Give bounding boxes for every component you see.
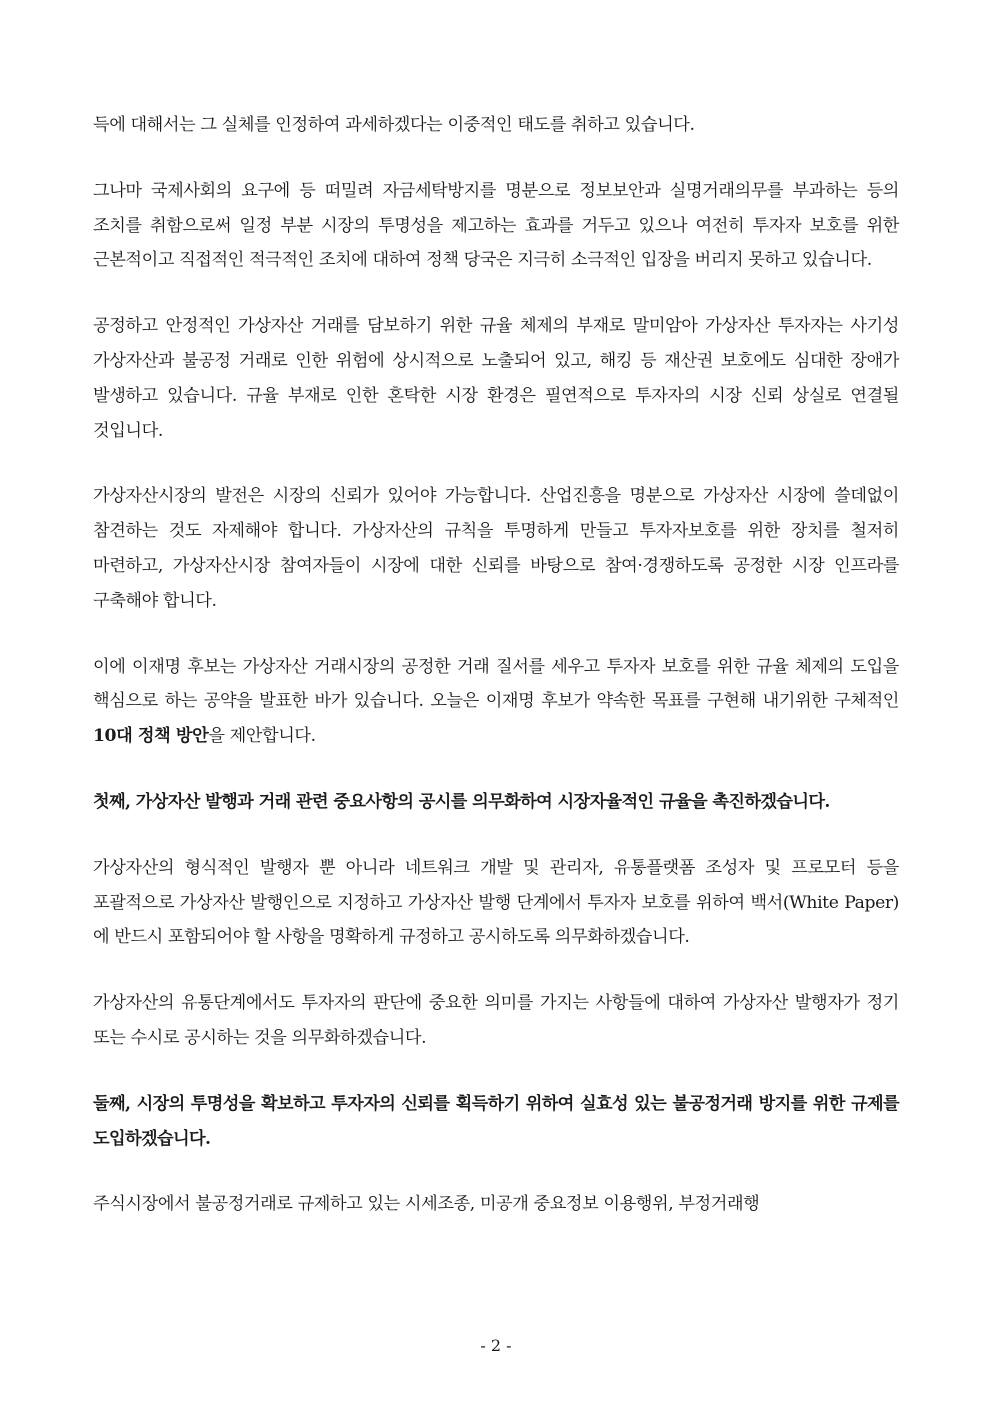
page-number: - 2 - — [480, 1336, 512, 1355]
section-heading-disclosure: 첫째, 가상자산 발행과 거래 관련 중요사항의 공시를 의무화하여 시장자율적인 규율을 촉진하겠습니다. — [93, 791, 830, 812]
intro-text-after: 을 제안합니다. — [208, 726, 316, 747]
paragraph-issuer-whitepaper: 가상자산의 형식적인 발행자 뿐 아니라 네트워크 개발 및 관리자, 유통플랫폼 조성자 및 프로모터 등을 포괄적으로 가상자산 발행인으로 지정하고 가상자산 발행 단계에서 투자자 보호를 위하여 백서(White Paper)에 반드시 포함되어야 할 사항을 명확하게 규정하고 공시하도록 의무화하겠습니다. — [93, 857, 899, 948]
paragraph-policy-intro — [93, 650, 899, 754]
intro-policy-count: 10대 정책 방안 — [93, 726, 209, 747]
paragraph-regulatory-absence: 공정하고 안정적인 가상자산 거래를 담보하기 위한 규율 체제의 부재로 말미암아 가상자산 투자자는 사기성 가상자산과 불공정 거래로 인한 위험에 상시적으로 노출되어 있고, 해킹 등 재산권 보호에도 심대한 장애가 발생하고 있습니다. 규율 부재로 인한 혼탁한 시장 환경은 필연적으로 투자자의 시장 신뢰 상실로 연결될 것입니다. — [93, 316, 899, 441]
paragraph-market-trust: 가상자산시장의 발전은 시장의 신뢰가 있어야 가능합니다. 산업진흥을 명분으로 가상자산 시장에 쓸데없이 참견하는 것도 자제해야 합니다. 가상자산의 규칙을 투명하게 만들고 투자자보호를 위한 장치를 철저히 마련하고, 가상자산시장 참여자들이 시장에 대한 신뢰를 바탕으로 참여·경쟁하도록 공정한 시장 인프라를 구축해야 합니다. — [93, 486, 899, 611]
paragraph-international-pressure: 그나마 국제사회의 요구에 등 떠밀려 자금세탁방지를 명분으로 정보보안과 실명거래의무를 부과하는 등의 조치를 취함으로써 일정 부분 시장의 투명성을 제고하는 효과를 거두고 있으나 여전히 투자자 보호를 위한 근본적이고 직접적인 적극적인 조치에 대하여 정책 당국은 지극히 소극적인 입장을 버리지 못하고 있습니다. — [93, 180, 899, 271]
paragraph-ongoing-disclosure: 가상자산의 유통단계에서도 투자자의 판단에 중요한 의미를 가지는 사항들에 대하여 가상자산 발행자가 정기 또는 수시로 공시하는 것을 의무화하겠습니다. — [93, 993, 899, 1048]
paragraph-tax-stance: 득에 대해서는 그 실체를 인정하여 과세하겠다는 이중적인 태도를 취하고 있습니다. — [93, 115, 695, 135]
document-body — [93, 108, 899, 1253]
paragraph-unfair-trading-types: 주식시장에서 불공정거래로 규제하고 있는 시세조종, 미공개 중요정보 이용행위, 부정거래행 — [93, 1194, 760, 1215]
intro-text-before: 이에 이재명 후보는 가상자산 거래시장의 공정한 거래 질서를 세우고 투자자 보호를 위한 규율 체제의 도입을 핵심으로 하는 공약을 발표한 바가 있습니다. 오늘은 이재명 후보가 약속한 목표를 구현해 내기위한 구체적인 — [93, 656, 899, 712]
section-heading-unfair-trading: 둘째, 시장의 투명성을 확보하고 투자자의 신뢰를 획득하기 위하여 실효성 있는 불공정거래 방지를 위한 규제를 도입하겠습니다. — [93, 1093, 899, 1149]
